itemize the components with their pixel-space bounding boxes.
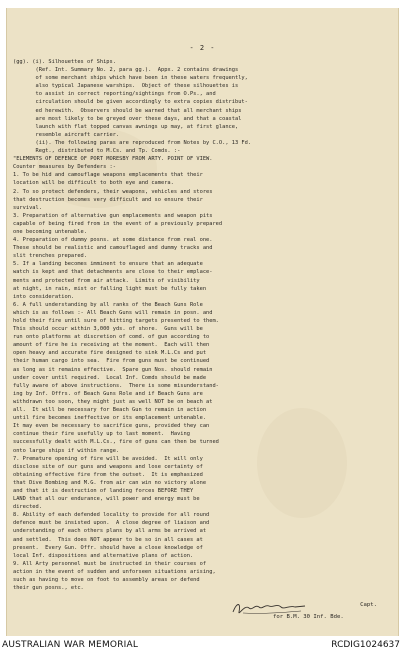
document-line: are most likely to be greyed over these days, and that a coastal	[13, 115, 242, 122]
document-line: successfully dealt with M.L.Cs., fire of guns can then be turned	[13, 439, 219, 446]
document-line: 3. Preparation of alternative gun emplacements and weapon pits	[13, 212, 213, 219]
document-line: launch with flat topped canvas awnings up may, at first glance,	[13, 123, 239, 130]
document-body	[13, 58, 393, 592]
document-line: 1. To be hid and camouflage weapons emplacements that their	[13, 172, 203, 179]
document-line: amount of fire he is receiving at the moment. Each will then	[13, 342, 210, 349]
document-line: withdrawn too soon, they might just as well NOT be on beach at	[13, 398, 213, 405]
document-line: Counter measures by Defenders :-	[13, 164, 116, 171]
document-line: one becoming untenable.	[13, 228, 87, 235]
document-line: and that it is destruction of landing forces BEFORE THEY	[13, 487, 194, 494]
document-line: to assist in correct reporting/sightings from O.Ps., and	[13, 91, 216, 98]
document-line: defence must be insisted upon. A close degree of liaison and	[13, 520, 210, 527]
document-line: directed.	[13, 504, 42, 511]
document-line: onto large ships if within range.	[13, 447, 120, 454]
document-line: all. It will be necessary for Beach Gun to remain in action	[13, 407, 207, 414]
document-line: their human cargo into sea. Fire from guns must be continued	[13, 358, 210, 365]
document-line: 2. To so protect defenders, their weapons, vehicles and stores	[13, 188, 213, 195]
document-line: hold their fire until sure of hitting targets presented to them.	[13, 318, 219, 324]
signature-unit: for B.M. 30 Inf. Bde.	[273, 614, 344, 620]
document-line: (gg). (i). Silhouettes of Ships.	[13, 59, 116, 65]
document-line: 6. A full understanding by all ranks of the Beach Guns Role	[13, 301, 203, 308]
document-line: "ELEMENTS OF DEFENCE OF PORT MORESBY FROM ARTY. POINT OF VIEW.	[13, 156, 213, 163]
document-line: circulation should be given accordingly to extra copies distribut-	[13, 99, 248, 106]
document-line: resemble aircraft carrier.	[13, 131, 120, 138]
document-line: watch is kept and that detachments are close to their emplace-	[13, 269, 213, 276]
document-line: continue their fire usefully up to last moment. Having	[13, 431, 190, 438]
document-line: ing by Inf. Offrs. of Beach Guns Role and if Beach Guns are	[13, 390, 203, 397]
document-line: These should be realistic and camouflaged and dummy tracks and	[13, 245, 213, 252]
document-line: their gun posns., etc.	[13, 585, 84, 592]
document-line: present. Every Gun. Offr. should have a close knowledge of	[13, 544, 203, 551]
document-line: into consideration.	[13, 293, 75, 300]
document-line: (Ref. Int. Summary No. 2, para gg.). Appx. 2 contains drawings	[13, 67, 239, 74]
signature-rank: Capt.	[360, 602, 377, 608]
document-line: 7. Premature opening of fire will be avoided. It will only	[13, 455, 203, 462]
document-line: until fire becomes ineffective or its emplacement untenable.	[13, 415, 207, 422]
document-line: It may even be necessary to sacrifice guns, provided they can	[13, 423, 210, 430]
document-line: which is as follows :- All Beach Guns will remain in posn. and	[13, 309, 213, 316]
signature-block	[229, 598, 389, 628]
document-line: LAND that all our endurance, will power and energy must be	[13, 496, 200, 503]
document-line: ments and protected from air attack. Limits of visibility	[13, 277, 200, 284]
document-line: action in the event of sudden and unforseen situations arising,	[13, 568, 216, 575]
document-line: as long as it remains effective. Spare gun Nos. should remain	[13, 366, 213, 373]
archive-name: AUSTRALIAN WAR MEMORIAL	[2, 640, 139, 650]
page-number: - 2 -	[189, 44, 216, 52]
document-line: under cover until required. Local Inf. Comds should be made	[13, 374, 207, 381]
document-line: open heavy and accurate fire designed to sink M.L.Cs and put	[13, 350, 207, 357]
document-line: run onto platforms at discretion of comd. of gun according to	[13, 334, 210, 341]
document-line: Regt., distributed to M.Cs. and Tp. Comds. :-	[13, 148, 181, 155]
document-line: 5. If a landing becomes imminent to ensure that an adequate	[13, 261, 203, 268]
document-line: that destruction becomes very difficult and so ensure their	[13, 196, 203, 203]
archive-footer	[0, 639, 404, 653]
document-line: location will be difficult to both eye and camera.	[13, 180, 174, 187]
document-line: survival.	[13, 204, 42, 211]
document-line: capable of being fired from in the event of a previously prepared	[13, 220, 223, 227]
document-line: 9. All Arty personnel must be instructed in their courses of	[13, 560, 207, 567]
document-line: at night, in rain, mist or falling light must be fully taken	[13, 285, 207, 292]
document-line: 8. Ability of each defended locality to provide for all round	[13, 512, 210, 519]
document-line: ed herewith. Observers should be warned that all merchant ships	[13, 107, 242, 114]
document-line: slit trenches prepared.	[13, 253, 87, 260]
document-line: This should occur within 3,000 yds. of shore. Guns will be	[13, 326, 203, 333]
document-line: that Dive Bombing and M.G. from air can win no victory alone	[13, 479, 207, 486]
archive-reference: RCDIG1024637	[331, 640, 400, 650]
document-line: also typical Japanese warships. Object of these silhouettes is	[13, 83, 239, 90]
document-line: local Inf. dispositions and alternative plans of action.	[13, 552, 194, 559]
document-line: fully aware of above instructions. There is some misunderstand-	[13, 382, 219, 389]
document-line: obtaining effective fire from the outset. It is emphasized	[13, 471, 203, 478]
document-line: 4. Preparation of dummy posns. at some distance from real one.	[13, 237, 213, 244]
document-page	[6, 8, 399, 636]
document-line: of some merchant ships which have been in these waters frequently,	[13, 75, 248, 82]
document-line: (ii). The following paras are reproduced from Notes by C.O., 13 Fd.	[13, 139, 252, 146]
document-line: such as having to move on foot to assembly areas or defend	[13, 577, 200, 583]
document-line: and settled. This does NOT appear to be so in all cases at	[13, 536, 203, 543]
document-line: disclose site of our guns and weapons and lose certainty of	[13, 463, 203, 470]
document-line: understanding of each others plans by all arms be arrived at	[13, 528, 207, 535]
